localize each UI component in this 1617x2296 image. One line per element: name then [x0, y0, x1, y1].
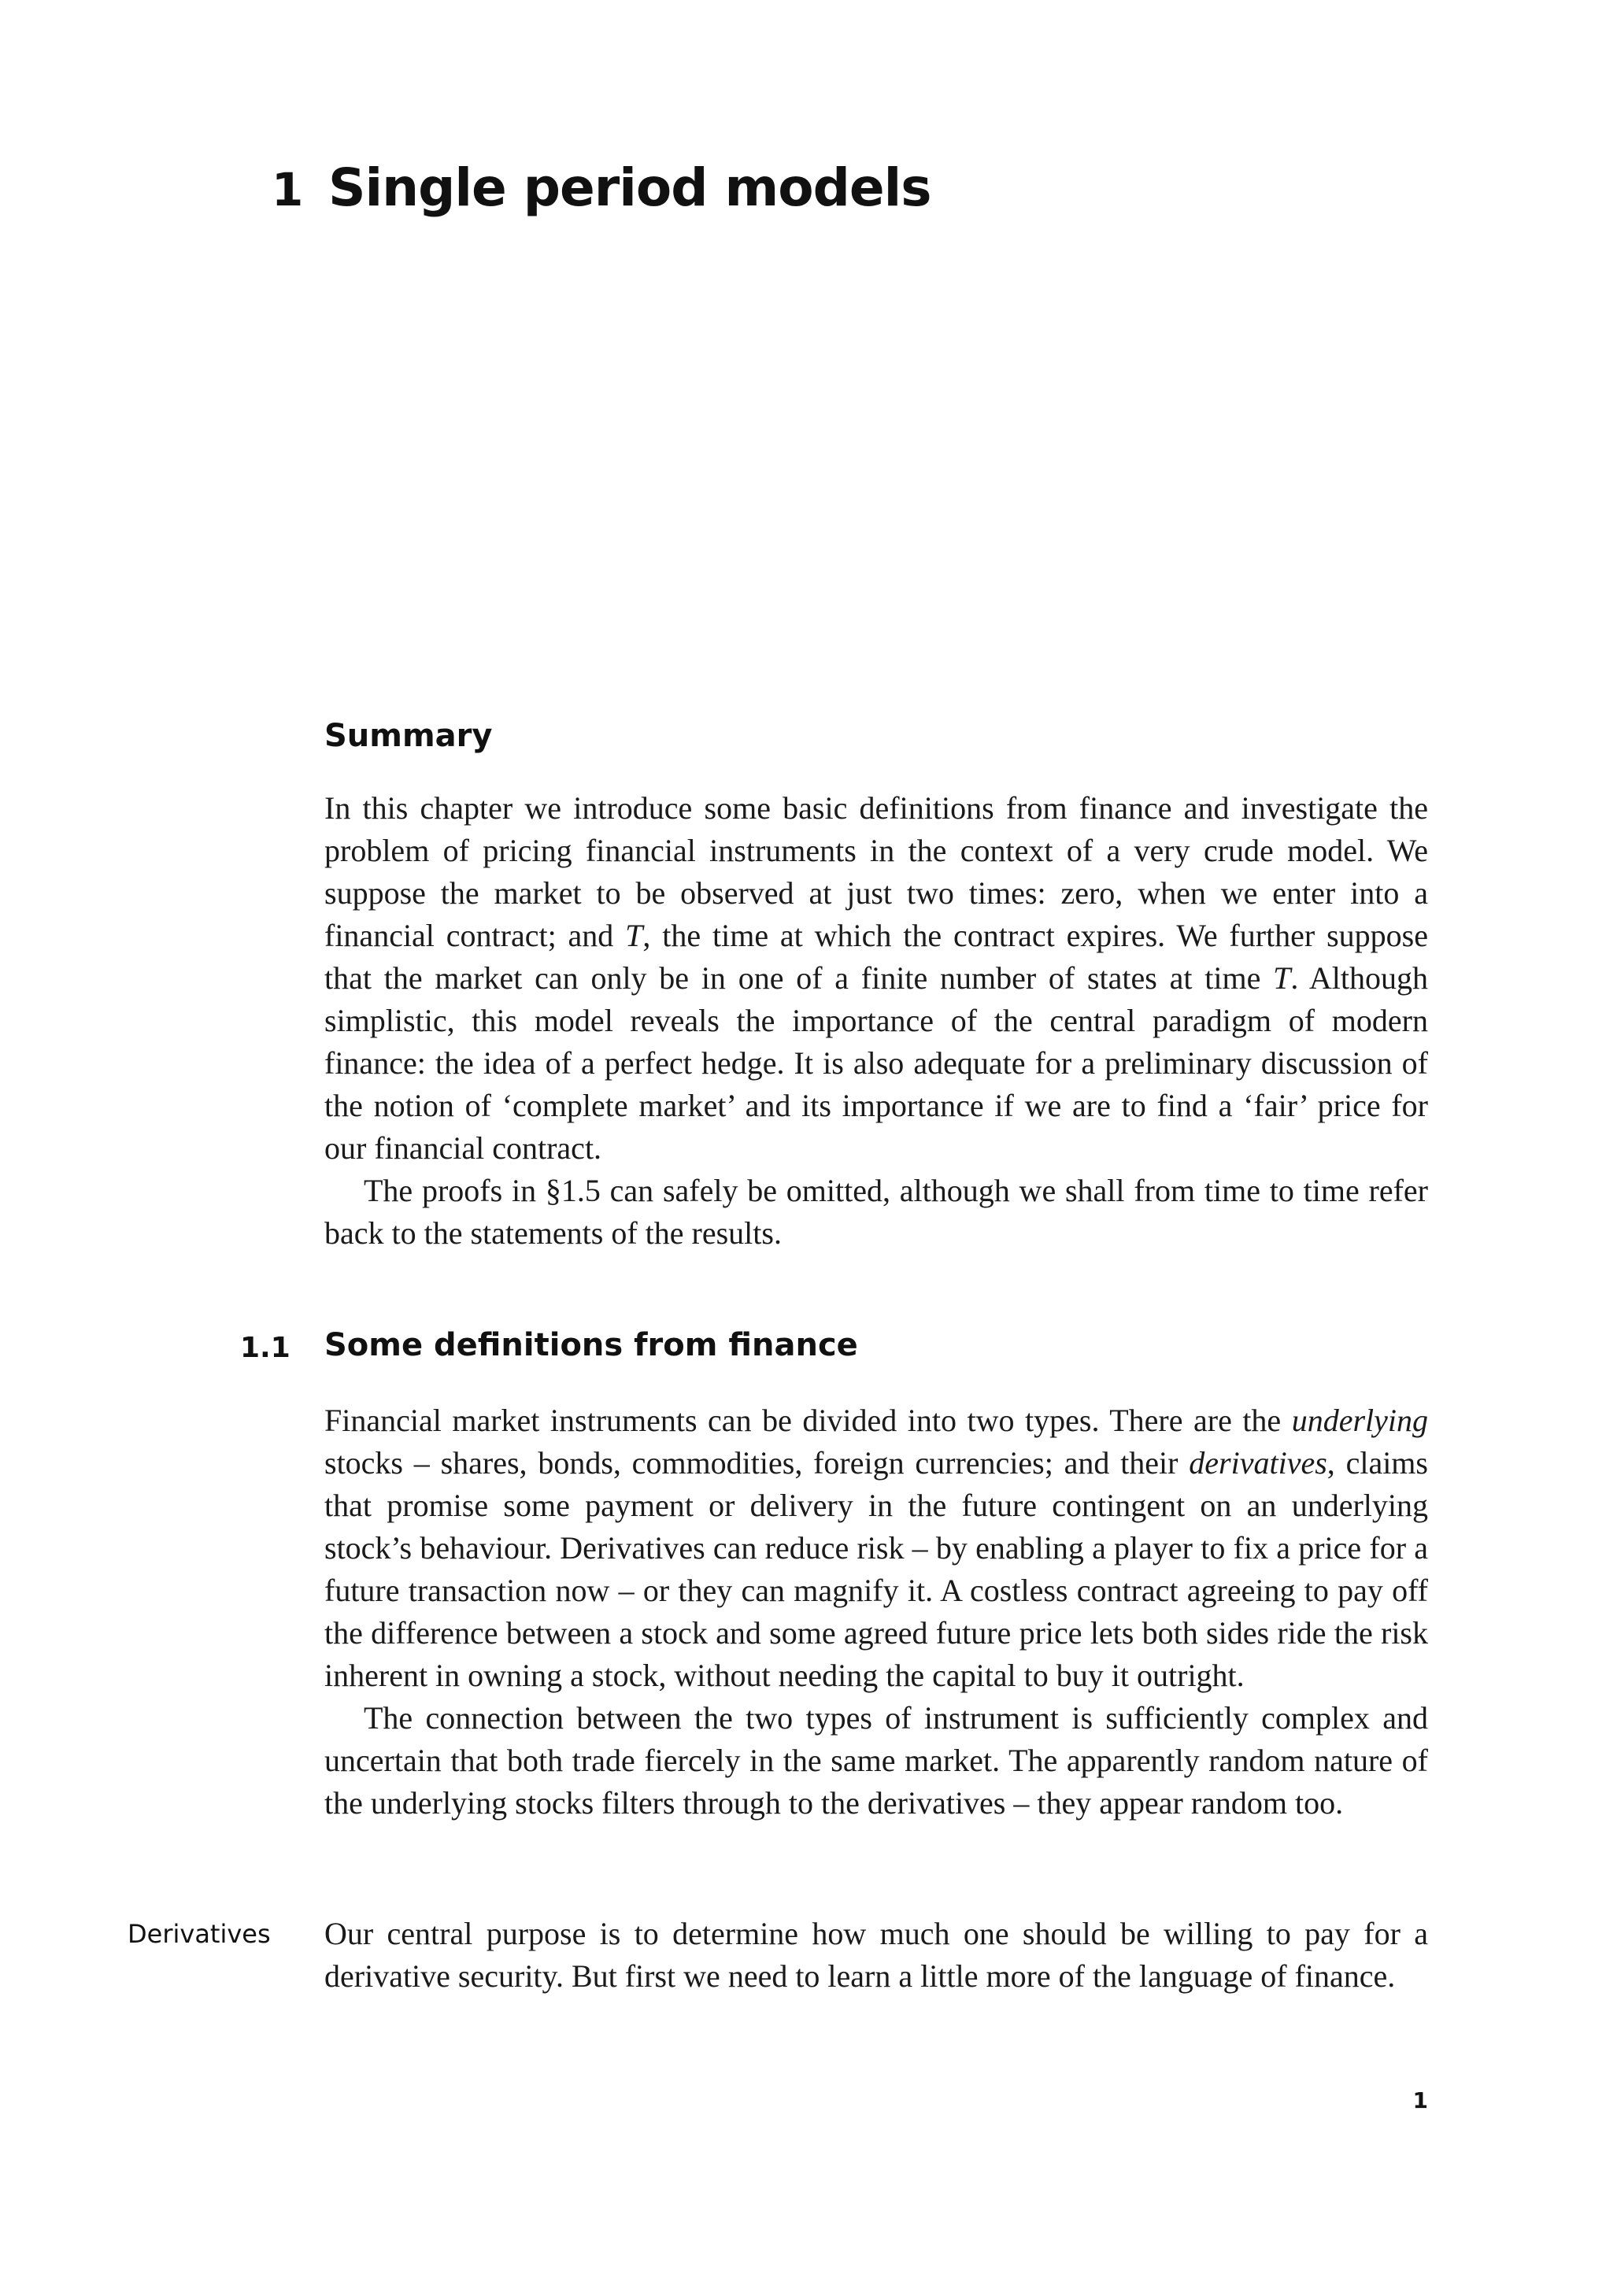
- page-number: 1: [1412, 2087, 1428, 2113]
- summary-paragraph-1: In this chapter we introduce some basic definitions from finance and investigate the problem of pricing financial instruments in the context of a very crude model. We suppose the market to be observed at just two times: zero, when we enter into a financial contract; and T, the time at which the contract expires. We further suppose that the market can only be in one of a finite number of states at time T. Although simplistic, this model reveals the importance of the central paradigm of modern finance: the idea of a perfect hedge. It is also adequate for a preliminary discussion of the notion of ‘complete market’ and its importance if we are to find a ‘fair’ price for our financial contract.: [324, 790, 1429, 1166]
- section-body: [324, 1399, 1428, 1825]
- symbol-T: T: [1273, 960, 1291, 996]
- derivatives-body: [324, 1913, 1428, 1998]
- section-heading: [0, 1327, 1617, 1374]
- chapter-number: 1: [272, 163, 304, 216]
- chapter-title: Single period models: [328, 157, 931, 218]
- summary-heading: Summary: [324, 718, 493, 754]
- section-number: 1.1: [240, 1332, 290, 1364]
- symbol-T: T: [625, 918, 643, 953]
- summary-body: [324, 787, 1428, 1255]
- section-paragraph-2: The connection between the two types of instrument is sufficiently complex and uncertain that both trade fiercely in the same market. The apparently random nature of the underlying stocks filters through to the derivatives – they appear random too.: [324, 1700, 1428, 1821]
- section-title: Some definitions from finance: [324, 1327, 858, 1363]
- derivatives-paragraph: Our central purpose is to determine how much one should be willing to pay for a derivative security. But first we need to learn a little more of the language of finance.: [324, 1916, 1428, 1994]
- term-underlying: underlying: [1291, 1403, 1428, 1438]
- margin-note-derivatives: Derivatives: [128, 1919, 271, 1949]
- chapter-heading: [272, 157, 931, 228]
- term-derivatives: derivatives: [1189, 1445, 1327, 1481]
- section-paragraph-1: Financial market instruments can be divided into two types. There are the underlying stocks – shares, bonds, commodities, foreign currencies; and their derivatives, claims that promise some payment or delivery in the future contingent on an underlying stock’s behaviour. Derivatives can reduce risk – by enabling a player to fix a price for a future transaction now – or they can magnify it. A costless contract agreeing to pay off the difference between a stock and some agreed future price lets both sides ride the risk inherent in owning a stock, without needing the capital to buy it outright.: [324, 1403, 1428, 1693]
- summary-paragraph-2: The proofs in §1.5 can safely be omitted, although we shall from time to time refer back to the statements of the results.: [324, 1173, 1428, 1251]
